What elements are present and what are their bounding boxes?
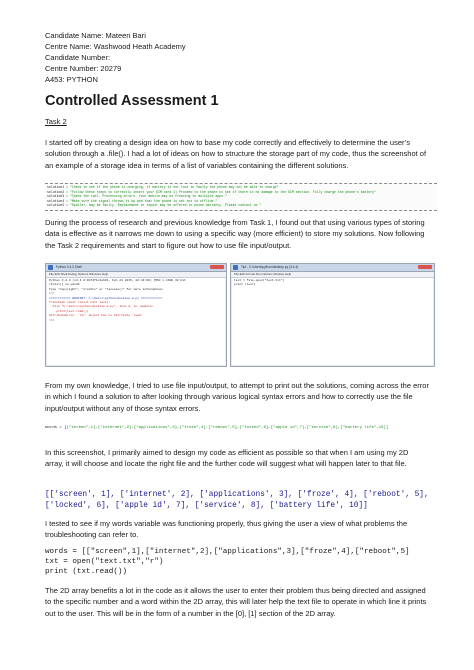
storage-code-screenshot	[45, 183, 437, 211]
candidate-number: Candidate Number:	[45, 53, 111, 62]
python-shell-screenshot	[45, 263, 227, 367]
editor-menu-bar: File Edit Format Run Options Window Help	[231, 272, 434, 278]
editor-content: text = file.open("text.txt") print (text)	[232, 278, 433, 365]
shell-menu-bar: File Edit Shell Debug Options Windows Help	[46, 272, 226, 278]
centre-number: Centre Number: 20279	[45, 64, 122, 73]
centre-name: Centre Name: Washwood Heath Academy	[45, 42, 186, 51]
words-code-line: words = [["screen",1],["internet",2],["applications",3],["froze",4],["reboot",5],["locked",6],["apple id",7],["service",8],["battery life",10]]	[45, 426, 389, 430]
code-line: solution4 = "Make sure the signal thrown is up and that the phone is set not to offline."	[47, 198, 218, 203]
code-line: solution3 = "Check the tail. Processing errors. Your mobile may be freezing to multiple apps."	[47, 194, 227, 199]
array-output: [['screen', 1], ['internet', 2], ['applications', 3], ['froze', 4], ['reboot', 5], ['locked', 6], ['apple id', 7], ['service', 8], ['battery life', 10]]	[45, 491, 429, 510]
candidate-name: Candidate Name: Mateen Bari	[45, 31, 146, 40]
paragraph-research: During the process of research and previous knowledge from Task 1, I found out that using various types of storing data is effective as it narrows me down to using a specific way (more efficient) to store my solutions. Now following the Task 2 requirements and start to figure out how to use file input/output.	[45, 218, 425, 250]
window-controls-icon	[418, 265, 432, 269]
file-read-code	[45, 547, 410, 578]
subject: A453: PYTHON	[45, 75, 98, 84]
paragraph-efficiency: In this screenshot, I primarily aimed to design my code as efficient as possible so that when I am using my 2D array, it will choose and locate the right file and the further code will suggest what will happen later to that file.	[45, 448, 409, 469]
editor-screenshot	[230, 263, 435, 367]
code-line: solution5 = "Spoiler, may be faulty. Replacement or repair may be offered to phone warranty. Please contact us."	[47, 203, 262, 208]
task-heading: Task 2	[45, 117, 67, 126]
shell-output: Python 3.4.3 (v3.4.3:9b73f1c3e601, Feb 24 2015, 22:43:06) [MSC v.1600 32 bit (Intel)] on win32 Type "copyright", "credits" or "license()" for more information. >>> ============ RESTART: C:\Users\python\desktop-2.py ============ Traceback (most recent call last): File "C:\Users\python\desktop-2.py", line 2, in <module> print(text.read()) AttributeError: 'str' object has no attribute 'read' >>>	[47, 278, 225, 365]
editor-title-bar: Tipt - C:\Users\python\desktop.py (3.4.4)	[231, 264, 434, 272]
page-title: Controlled Assessment 1	[45, 93, 219, 109]
code-line: txt = open("text.txt","r")	[45, 558, 164, 567]
code-line: print (txt.read())	[45, 568, 128, 577]
shell-title-bar: Python 3.4.3 Shell	[46, 264, 226, 272]
window-controls-icon	[210, 265, 224, 269]
code-line: solution2 = "Follow these steps to correctly insert your SIM card 1) Proceed to the phone to see if there is no damage to the SIM section. Fully charge the phone's battery"	[47, 189, 377, 194]
python-icon	[233, 265, 238, 270]
python-icon	[48, 265, 53, 270]
code-line: solution1 = "Check to see if the phone is charging, if battery is not lost in faulty the phone may not be able to charge"	[47, 185, 279, 189]
code-line: words = [["screen",1],["internet",2],["applications",3],["froze",4],["reboot",5]	[45, 548, 410, 556]
paragraph-2d-array: The 2D array benefits a lot in the code as it allows the user to enter their problem thus being directed and assigned to the specific number and a word within the 2D array, this will later help the text file to operate in which line it prints out to the user. This will be in the form of a number in the [0], [1] section of the 2D array.	[45, 586, 427, 618]
paragraph-file-io: From my own knowledge, I tried to use file input/output, to attempt to print out the solutions, coming across the error in which I found a solution to after looking through various logical syntax errors and how to correctly use the file input/output without any of those syntax errors.	[45, 381, 429, 413]
paragraph-design: I started off by creating a design idea on how to base my code correctly and effectively to determine the user’s solution through a .file(). I had a lot of ideas on how to structure the storage part of my code, thus the screenshot of an example of a storage idea in terms of a list of variables containing the different solutions.	[45, 138, 427, 170]
paragraph-testing: I tested to see if my words variable was functioning properly, thus giving the user a view of what problems the troubleshooting can refer to.	[45, 519, 408, 540]
